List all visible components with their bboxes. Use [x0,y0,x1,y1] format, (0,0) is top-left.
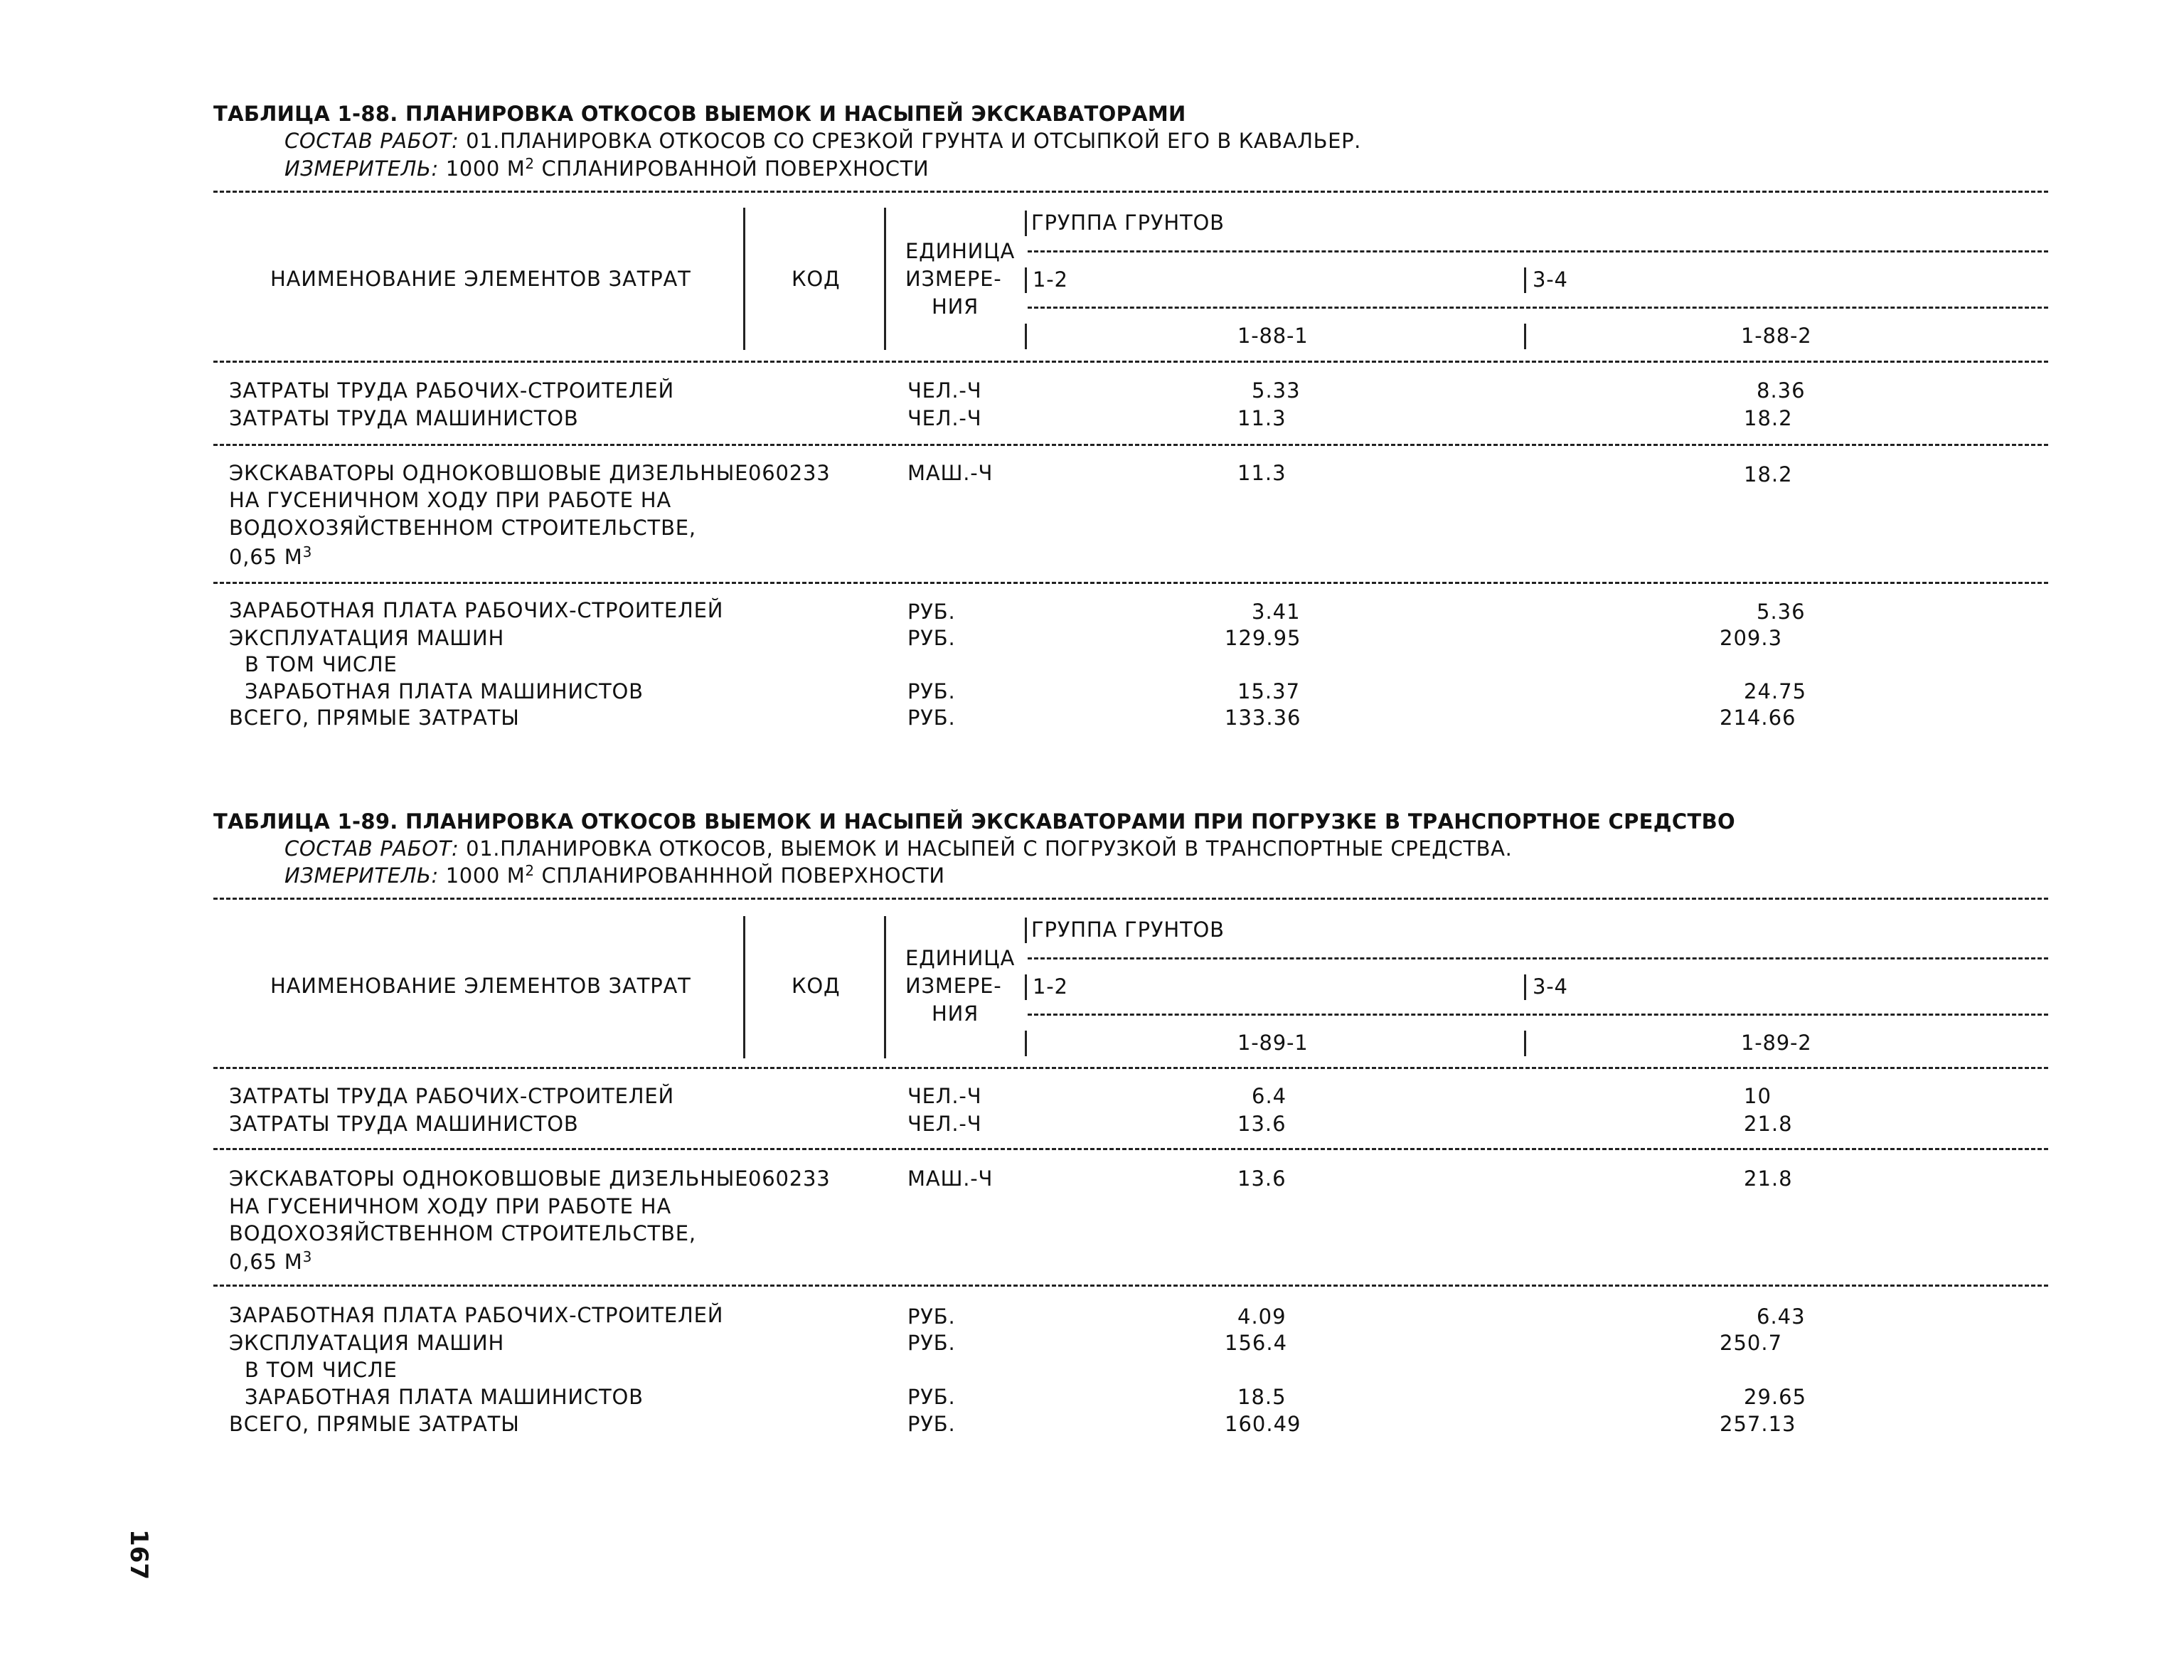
name-col-header: НАИМЕНОВАНИЕ ЭЛЕМЕНТОВ ЗАТРАТ [270,974,691,998]
row-value-b: 8.36 [1757,378,1806,403]
unit-header-2: ИЗМЕРЕ- [905,974,1002,998]
machine-unit: МАШ.-Ч [907,461,994,485]
row-name: ЗАТРАТЫ ТРУДА МАШИНИСТОВ [229,1112,579,1136]
cost-value-b: 257.13 [1720,1412,1796,1436]
name-col-header: НАИМЕНОВАНИЕ ЭЛЕМЕНТОВ ЗАТРАТ [270,267,691,291]
cost-value-a: 18.5 [1237,1385,1287,1409]
row-value-b: 21.8 [1744,1112,1793,1136]
machine-line-4: 0,65 $М^3$ [229,1248,313,1274]
row-value-a: 13.6 [1237,1112,1287,1136]
cost-value-a: 156.4 [1225,1331,1288,1355]
cost-value-b: 29.65 [1744,1385,1807,1409]
header-sep-3c [1025,324,1027,349]
group-b: 3-4 [1533,974,1568,999]
cost-value-a: 160.49 [1225,1412,1301,1436]
table-title: ТАБЛИЦА 1-88. ПЛАНИРОВКА ОТКОСОВ ВЫЕМОК И НАСЫПЕЙ ЭКСКАВАТОРАМИ [213,102,1186,126]
cost-unit: РУБ. [907,706,956,730]
code-col-header: КОД [792,267,841,291]
machine-line-2: НА ГУСЕНИЧНОМ ХОДУ ПРИ РАБОТЕ НА [229,1194,672,1218]
cost-value-a: 4.09 [1237,1304,1287,1329]
header-sep-1 [743,916,745,1058]
machine-code: 060233 [748,1166,831,1191]
cost-unit: РУБ. [907,626,956,650]
header-sep-2 [884,208,886,350]
rule-machine-bottom [213,582,2048,584]
rule-machine-bottom [213,1285,2048,1287]
cost-name: В ТОМ ЧИСЛЕ [245,652,398,676]
rule-top [213,898,2048,900]
header-sep-3b [1025,267,1027,293]
machine-value-b: 21.8 [1744,1166,1793,1191]
machine-line-1: ЭКСКАВАТОРЫ ОДНОКОВШОВЫЕ ДИЗЕЛЬНЫЕ [229,461,749,485]
row-value-b: 18.2 [1744,406,1793,430]
header-sep-3b [1025,974,1027,1000]
cost-name: ЗАРАБОТНАЯ ПЛАТА РАБОЧИХ-СТРОИТЕЛЕЙ [229,1303,724,1327]
row-name: ЗАТРАТЫ ТРУДА МАШИНИСТОВ [229,406,579,430]
machine-value-a: 13.6 [1237,1166,1287,1191]
cost-value-b: 214.66 [1720,706,1796,730]
measure-post: СПЛАНИРОВАННОЙ ПОВЕРХНОСТИ [534,156,929,181]
cost-name: ЗАРАБОТНАЯ ПЛАТА МАШИНИСТОВ [245,679,644,703]
work-composition [284,836,1512,861]
code-a: 1-88-1 [1237,324,1309,348]
measure-post: СПЛАНИРОВАНННОЙ ПОВЕРХНОСТИ [534,863,945,888]
cost-unit: РУБ. [907,1331,956,1355]
machine-line-3: ВОДОХОЗЯЙСТВЕННОМ СТРОИТЕЛЬСТВЕ, [229,1221,696,1245]
unit-header-3: НИЯ [932,1001,979,1026]
measure-line [284,155,929,181]
work-label: СОСТАВ РАБОТ: [284,129,459,153]
cost-value-a: 129.95 [1225,626,1301,650]
row-unit: ЧЕЛ.-Ч [907,1112,982,1136]
cost-unit: РУБ. [907,1385,956,1409]
measure-label: ИЗМЕРИТЕЛЬ: [284,863,439,888]
work-composition [284,129,1361,153]
header-sep-4b [1524,324,1526,349]
measure-line [284,862,945,888]
row-value-a: 11.3 [1237,406,1287,430]
row-unit: ЧЕЛ.-Ч [907,1084,982,1108]
page-number: 167 [124,1529,153,1580]
cost-value-b: 24.75 [1744,679,1807,703]
cost-name: ВСЕГО, ПРЯМЫЕ ЗАТРАТЫ [229,1412,520,1436]
group-header: ГРУППА ГРУНТОВ [1031,918,1225,942]
cost-name: В ТОМ ЧИСЛЕ [245,1358,398,1382]
group-rule [1028,957,2048,959]
cost-unit: РУБ. [907,600,956,624]
rule-labor-bottom [213,1148,2048,1150]
group-b: 3-4 [1533,267,1568,292]
header-sep-3a [1025,918,1027,943]
code-a: 1-89-1 [1237,1031,1309,1055]
cost-name: ЗАРАБОТНАЯ ПЛАТА МАШИНИСТОВ [245,1385,644,1409]
group-a: 1-2 [1033,267,1068,292]
unit-header-1: ЕДИНИЦА [905,239,1016,263]
row-unit: ЧЕЛ.-Ч [907,378,982,403]
group-sub-rule [1028,1014,2048,1016]
cost-value-a: 133.36 [1225,706,1301,730]
measure-pre: 1000 М [445,156,526,181]
table-title: ТАБЛИЦА 1-89. ПЛАНИРОВКА ОТКОСОВ ВЫЕМОК И НАСЫПЕЙ ЭКСКАВАТОРАМИ ПРИ ПОГРУЗКЕ В ТРАНСПОРТНОЕ СРЕДСТВО [213,809,1735,834]
machine-code: 060233 [748,461,831,485]
header-sep-4b [1524,1031,1526,1056]
measure-sup: 2 [525,862,535,879]
cost-value-b: 250.7 [1720,1331,1783,1355]
row-value-a: 6.4 [1252,1084,1287,1108]
code-col-header: КОД [792,974,841,998]
cost-name: ЭКСПЛУАТАЦИЯ МАШИН [229,626,505,650]
cost-value-b: 209.3 [1720,626,1783,650]
cost-name: ВСЕГО, ПРЯМЫЕ ЗАТРАТЫ [229,706,520,730]
cost-unit: РУБ. [907,679,956,703]
measure-sup: 2 [525,155,535,172]
cost-value-b: 5.36 [1757,600,1806,624]
machine-line-3: ВОДОХОЗЯЙСТВЕННОМ СТРОИТЕЛЬСТВЕ, [229,516,696,540]
header-sep-4a [1524,974,1526,1000]
unit-header-1: ЕДИНИЦА [905,946,1016,970]
code-b: 1-89-2 [1741,1031,1812,1055]
header-sep-3c [1025,1031,1027,1056]
rule-header-bottom [213,1067,2048,1069]
cost-value-a: 15.37 [1237,679,1301,703]
cost-name: ЗАРАБОТНАЯ ПЛАТА РАБОЧИХ-СТРОИТЕЛЕЙ [229,598,724,622]
row-name: ЗАТРАТЫ ТРУДА РАБОЧИХ-СТРОИТЕЛЕЙ [229,1084,674,1108]
work-label: СОСТАВ РАБОТ: [284,836,459,861]
header-sep-2 [884,916,886,1058]
cost-name: ЭКСПЛУАТАЦИЯ МАШИН [229,1331,505,1355]
cost-unit: РУБ. [907,1304,956,1329]
row-value-b: 10 [1744,1084,1772,1108]
machine-value-b: 18.2 [1744,462,1793,487]
cost-value-a: 3.41 [1252,600,1301,624]
header-sep-3a [1025,211,1027,236]
machine-line-4: 0,65 $М^3$ [229,543,313,569]
header-sep-1 [743,208,745,350]
group-header: ГРУППА ГРУНТОВ [1031,211,1225,235]
work-text: 01.ПЛАНИРОВКА ОТКОСОВ СО СРЕЗКОЙ ГРУНТА И ОТСЫПКОЙ ЕГО В КАВАЛЬЕР. [466,129,1362,153]
group-sub-rule [1028,307,2048,309]
machine-line-2: НА ГУСЕНИЧНОМ ХОДУ ПРИ РАБОТЕ НА [229,488,672,512]
rule-top [213,191,2048,193]
measure-pre: 1000 М [445,863,526,888]
rule-labor-bottom [213,444,2048,446]
machine-unit: МАШ.-Ч [907,1166,994,1191]
group-rule [1028,250,2048,252]
row-name: ЗАТРАТЫ ТРУДА РАБОЧИХ-СТРОИТЕЛЕЙ [229,378,674,403]
cost-value-b: 6.43 [1757,1304,1806,1329]
measure-label: ИЗМЕРИТЕЛЬ: [284,156,439,181]
row-value-a: 5.33 [1252,378,1301,403]
rule-header-bottom [213,361,2048,363]
code-b: 1-88-2 [1741,324,1812,348]
unit-header-2: ИЗМЕРЕ- [905,267,1002,291]
unit-header-3: НИЯ [932,294,979,319]
group-a: 1-2 [1033,974,1068,999]
machine-value-a: 11.3 [1237,461,1287,485]
work-text: 01.ПЛАНИРОВКА ОТКОСОВ, ВЫЕМОК И НАСЫПЕЙ С ПОГРУЗКОЙ В ТРАНСПОРТНЫЕ СРЕДСТВА. [466,836,1513,861]
header-sep-4a [1524,267,1526,293]
cost-unit: РУБ. [907,1412,956,1436]
machine-line-1: ЭКСКАВАТОРЫ ОДНОКОВШОВЫЕ ДИЗЕЛЬНЫЕ [229,1166,749,1191]
row-unit: ЧЕЛ.-Ч [907,406,982,430]
